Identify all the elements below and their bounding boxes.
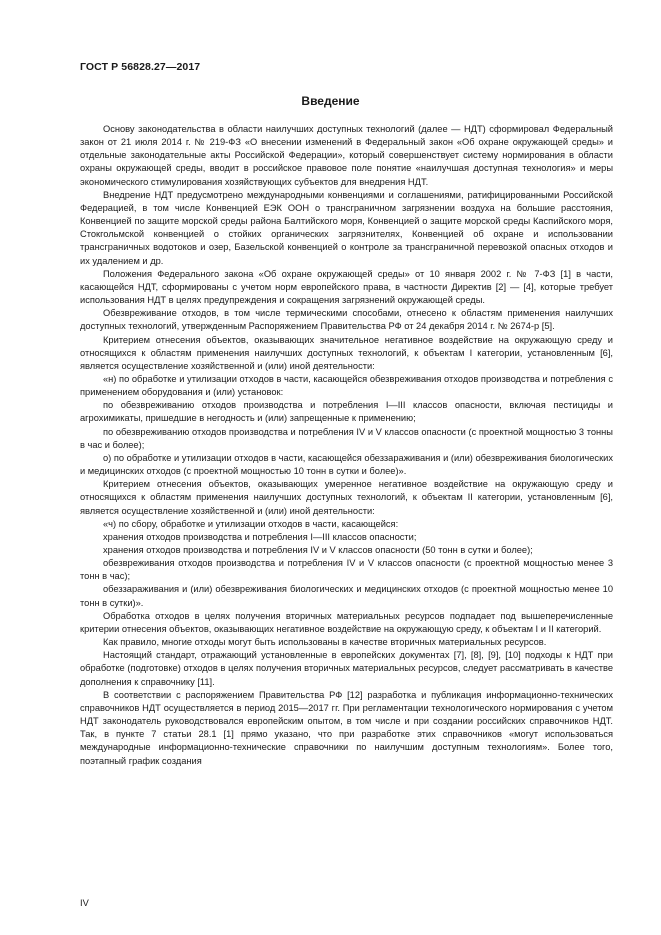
document-standard-number: ГОСТ Р 56828.27—2017 bbox=[80, 61, 201, 73]
paragraph: Критерием отнесения объектов, оказывающих значительное негативное воздействие на окружающую среду и относящихся к областям применения наилучших доступных технологий, к объектам I категории, установленным [6], является осуществление хозяйственной и (или) иной деятельности: bbox=[80, 334, 613, 371]
paragraph: «н) по обработке и утилизации отходов в части, касающейся обезвреживания отходов производства и потребления с применением оборудования и (или) установок: bbox=[80, 373, 613, 398]
document-body bbox=[80, 123, 613, 768]
paragraph: хранения отходов производства и потребления IV и V классов опасности (50 тонн в сутки и более); bbox=[103, 545, 533, 555]
paragraph: обеззараживания и (или) обезвреживания биологических и медицинских отходов (с проектной мощностью менее 10 тонн в сутки)». bbox=[80, 584, 613, 608]
paragraph: обезвреживания отходов производства и потребления IV и V классов опасности (с проектной мощностью менее 3 тонн в час); bbox=[80, 558, 613, 582]
paragraph: Основу законодательства в области наилучших доступных технологий (далее — НДТ) сформировал Федеральный закон от 21 июля 2014 г. № 219-ФЗ «О внесении изменений в Федеральный закон «Об охране окружающей среды» и отдельные законодательные акты Российской Федерации», который совершенствует систему нормирования в области охраны окружающей среды, вводит в российское правовое поле понятие «наилучшая доступная технология» и меры экономического стимулирования хозяйствующих субъектов для внедрения НДТ. bbox=[80, 124, 613, 187]
paragraph: Положения Федерального закона «Об охране окружающей среды» от 10 января 2002 г. № 7-ФЗ [1] в части, касающейся НДТ, сформированы с учетом норм европейского права, в частности Директив [2] — [4], которые требует использования НДТ в целях предупреждения и сокращения загрязнений окружающей среды. bbox=[80, 268, 613, 306]
paragraph: Внедрение НДТ предусмотрено международными конвенциями и соглашениями, ратифицированными Российской Федерацией, в том числе Конвенцией ЕЭК ООН о трансграничном загрязнении воздуха на большие расстояния, Конвенцией по защите морской среды района Балтийского моря, Конвенцией о защите морской среды Каспийского моря, Стокгольмской конвенцией о стойких органических загрязнителях, Конвенцией об охране и использовании трансграничных водотоков и озер, Базельской конвенцией о контроле за трансграничной перевозкой опасных отходов и их удалением и др. bbox=[80, 189, 613, 266]
paragraph: Обезвреживание отходов, в том числе термическими способами, отнесено к областям применения наилучших доступных технологий, утвержденным Распоряжением Правительства РФ от 24 декабря 2014 г. № 2674-р [5]. bbox=[80, 308, 613, 332]
paragraph: Настоящий стандарт, отражающий установленные в европейских документах [7], [8], [9], [10] подходы к НДТ при обработке (подготовке) отходов в целях получения вторичных материальных ресурсов, следует рассматривать в качестве дополнения к справочнику [11]. bbox=[80, 650, 613, 687]
paragraph: Как правило, многие отходы могут быть использованы в качестве вторичных материальных ресурсов. bbox=[103, 637, 547, 648]
paragraph: о) по обработке и утилизации отходов в части, касающейся обеззараживания и (или) обезвреживания биологических и медицинских отходов (с проектной мощностью 10 тонн в сутки и более)». bbox=[80, 452, 613, 477]
paragraph: «ч) по сбору, обработке и утилизации отходов в части, касающейся: bbox=[103, 518, 399, 529]
paragraph: по обезвреживанию отходов производства и потребления I—III классов опасности, включая пестициды и агрохимикаты, пришедшие в негодность и (или) запрещенные к применению; bbox=[80, 400, 613, 424]
paragraph: Критерием отнесения объектов, оказывающих умеренное негативное воздействие на окружающую среду и относящихся к областям применения наилучших доступных технологий, к объектам II категории, установленным [6], является осуществление хозяйственной и (или) иной деятельности: bbox=[80, 479, 613, 516]
paragraph: по обезвреживанию отходов производства и потребления IV и V классов опасности (с проектной мощностью 3 тонны в час и более); bbox=[80, 426, 613, 450]
section-title: Введение bbox=[301, 94, 360, 108]
paragraph: Обработка отходов в целях получения вторичных материальных ресурсов подпадает под вышеперечисленные критерии отнесения объектов, оказывающих негативное воздействие на окружающую среду, к объектам I и II категорий. bbox=[80, 610, 613, 634]
page-number: IV bbox=[80, 898, 89, 908]
paragraph: В соответствии с распоряжением Правительства РФ [12] разработка и публикация информационно-технических справочников НДТ осуществляется в период 2015—2017 гг. При регламентации технологического нормирования с учетом НДТ законодатель руководствовался европейским опытом, в том числе и при создании российских справочников НДТ. Так, в пункте 7 статьи 28.1 [1] прямо указано, что при разработке этих справочников «могут использоваться международные информационно-технические справочники по наилучшим доступным технологиям». Более того, поэтапный график создания bbox=[80, 689, 613, 766]
paragraph: хранения отходов производства и потребления I—III классов опасности; bbox=[103, 531, 417, 542]
